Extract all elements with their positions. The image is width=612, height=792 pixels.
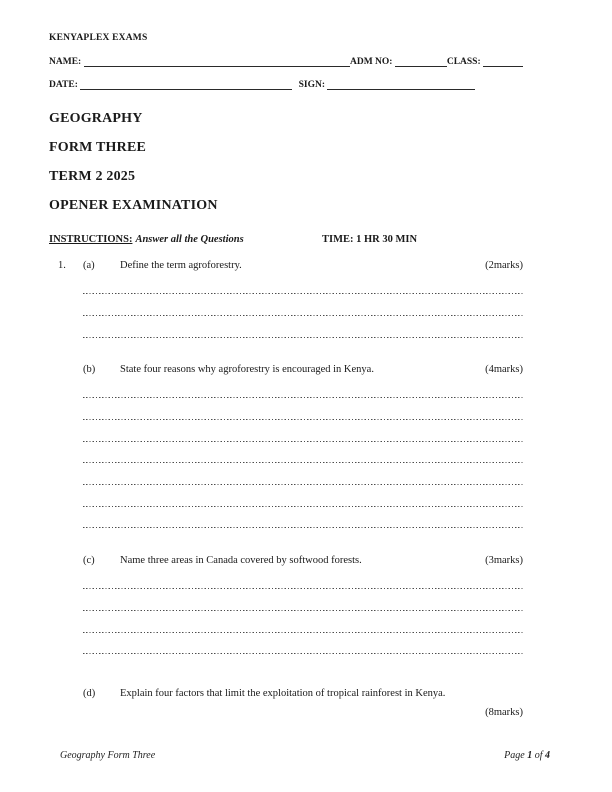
answer-line [83,377,523,399]
subject-title: GEOGRAPHY [49,111,143,126]
answer-line [83,295,523,317]
answer-lines-1a [83,273,523,338]
question-1b [49,362,523,377]
name-label: NAME: [49,57,84,67]
footer-page-indicator: Page 1 of 4 [504,750,550,761]
answer-line [83,590,523,612]
question-letter: (d) [83,687,96,699]
question-number [49,686,83,701]
answer-line [83,464,523,486]
answer-line [83,568,523,590]
answer-line [83,399,523,421]
adm-no-blank [395,56,447,67]
question-marks: (4marks) [485,364,523,376]
answer-lines-1b [83,377,523,529]
spacer [49,655,523,686]
class-blank [483,56,523,67]
term-title: TERM 2 2025 [49,169,136,184]
date-field-line [49,76,523,90]
question-text: Explain four factors that limit the exploitation of tropical rainforest in Kenya. [120,687,446,699]
date-label: DATE: [49,80,81,90]
question-marks: (8marks) [485,706,523,718]
name-blank [84,56,350,67]
sign-label: SIGN: [296,80,328,90]
exam-board-name: KENYAPLEX EXAMS [49,33,148,43]
question-letter: (c) [83,554,95,566]
question-number: 1. [58,260,66,271]
question-text: State four reasons why agroforestry is encouraged in Kenya. [120,364,374,376]
answer-line [83,442,523,464]
answer-line [83,633,523,655]
answer-line [83,611,523,633]
page-footer [60,750,550,761]
question-1c [49,553,523,568]
question-text: Define the term agroforestry. [120,260,242,271]
spacer [49,529,523,553]
answer-lines-1c [83,568,523,655]
instructions-line [49,234,523,250]
answer-line [83,316,523,338]
answer-line [83,486,523,508]
footer-subject: Geography Form Three [60,750,156,761]
form-title: FORM THREE [49,140,147,155]
answer-line [83,420,523,442]
question-number [49,553,83,568]
question-letter: (b) [83,364,96,376]
class-label: CLASS: [446,57,483,67]
answer-line [83,507,523,529]
question-1a [49,258,523,273]
sign-blank [327,79,475,90]
answer-line [83,273,523,295]
date-blank [80,79,292,90]
title-block [49,104,523,220]
instructions-text: Answer all the Questions [135,234,244,245]
question-number [49,362,83,377]
question-text: Name three areas in Canada covered by softwood forests. [120,554,362,566]
name-field-line [49,53,523,67]
spacer [49,338,523,362]
instructions-label: INSTRUCTIONS: [49,234,133,245]
exam-title: OPENER EXAMINATION [49,198,218,213]
adm-no-label: ADM NO: [349,57,395,67]
question-1d [49,686,523,701]
time-allowed: TIME: 1 HR 30 MIN [322,234,418,245]
question-marks: (3marks) [485,554,523,566]
question-marks: (2marks) [485,260,523,271]
questions-area [49,258,523,724]
question-letter: (a) [83,260,95,271]
